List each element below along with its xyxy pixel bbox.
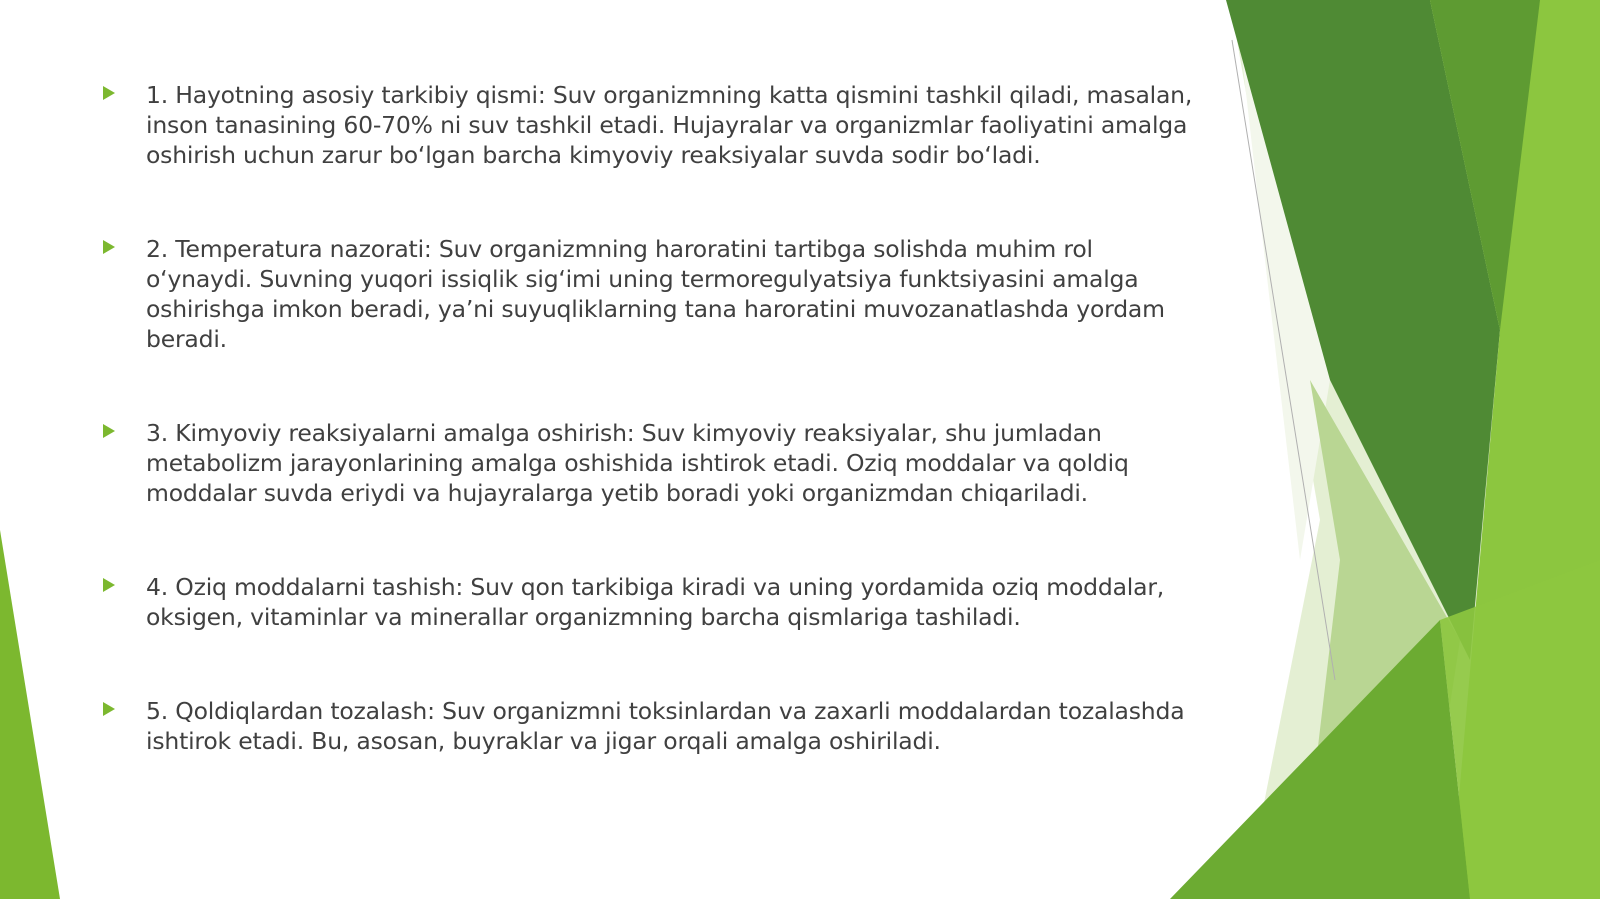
triangle-arrow-icon [103, 86, 115, 100]
bullet-text: 1. Hayotning asosiy tarkibiy qismi: Suv organizmning katta qismini tashkil qiladi, masalan, inson tanasining 60-70% ni suv tashkil etadi. Hujayralar va organizmlar faoliyatini amalga oshirish uchun zarur bo‘lgan barcha kimyoviy reaksiyalar suvda sodir bo‘ladi. [146, 81, 1193, 169]
triangle-arrow-icon [103, 240, 115, 254]
bullet-item [100, 696, 1195, 756]
bullet-text: 2. Temperatura nazorati: Suv organizmning haroratini tartibga solishda muhim rol o‘ynaydi. Suvning yuqori issiqlik sig‘imi uning termoregulyatsiya funktsiyasini amalga oshirishga imkon beradi, ya’ni suyuqliklarning tana haroratini muvozanatlashda yordam beradi. [146, 235, 1165, 353]
bullet-text: 4. Oziq moddalarni tashish: Suv qon tarkibiga kiradi va uning yordamida oziq moddalar, oksigen, vitaminlar va minerallar organizmning barcha qismlariga tashiladi. [146, 573, 1165, 631]
bullet-item [100, 418, 1195, 508]
triangle-arrow-icon [103, 424, 115, 438]
triangle-arrow-icon [103, 578, 115, 592]
left-green-facet [0, 530, 60, 899]
bullet-text: 3. Kimyoviy reaksiyalarni amalga oshirish: Suv kimyoviy reaksiyalar, shu jumladan metabolizm jarayonlarining amalga oshishida ishtirok etadi. Oziq moddalar va qoldiq moddalar suvda eriydi va hujayralarga yetib boradi yoki organizmdan chiqariladi. [146, 419, 1129, 507]
bullet-list [100, 80, 1195, 756]
bullet-item [100, 234, 1195, 354]
bullet-text: 5. Qoldiqlardan tozalash: Suv organizmni toksinlardan va zaxarli moddalardan tozalashda ishtirok etadi. Bu, asosan, buyraklar va jigar orqali amalga oshiriladi. [146, 697, 1185, 755]
triangle-arrow-icon [103, 702, 115, 716]
bullet-item [100, 80, 1195, 170]
bullet-item [100, 572, 1195, 632]
